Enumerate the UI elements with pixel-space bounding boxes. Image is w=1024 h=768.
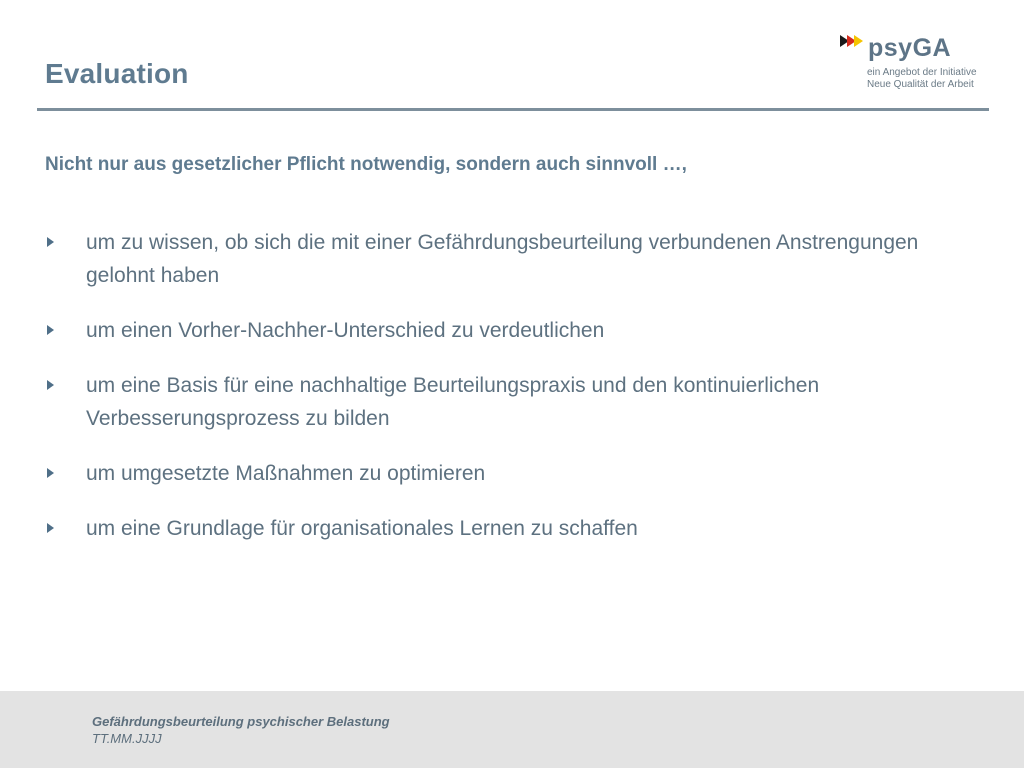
footer-title: Gefährdungsbeurteilung psychischer Belastung [92, 714, 390, 729]
footer-date: TT.MM.JJJJ [92, 731, 162, 746]
triangle-bullet-icon [47, 325, 54, 335]
bullet-item [45, 314, 945, 347]
bullet-text: um einen Vorher-Nachher-Unterschied zu verdeutlichen [86, 319, 605, 342]
bullet-text: um zu wissen, ob sich die mit einer Gefährdungsbeurteilung verbundenen Anstrengungen gelohnt haben [86, 231, 919, 287]
bullet-item [45, 226, 945, 292]
triangle-bullet-icon [47, 237, 54, 247]
bullet-text: um eine Basis für eine nachhaltige Beurteilungspraxis und den kontinuierlichen Verbesserungsprozess zu bilden [86, 374, 820, 430]
bullet-text: um eine Grundlage für organisationales Lernen zu schaffen [86, 517, 638, 540]
bullet-list [45, 226, 945, 567]
psyga-logo [840, 34, 1000, 94]
bullet-item [45, 512, 945, 545]
title-divider [37, 108, 989, 111]
logo-tagline-2: Neue Qualität der Arbeit [867, 79, 974, 90]
logo-wordmark: psyGA [868, 34, 952, 62]
subtitle: Nicht nur aus gesetzlicher Pflicht notwendig, sondern auch sinnvoll …, [45, 154, 687, 175]
bullet-text: um umgesetzte Maßnahmen zu optimieren [86, 462, 486, 485]
triangle-bullet-icon [47, 380, 54, 390]
slide-title: Evaluation [45, 58, 189, 89]
bullet-item [45, 369, 945, 435]
triangle-bullet-icon [47, 523, 54, 533]
footer [0, 691, 1024, 768]
bullet-item [45, 457, 945, 490]
triangle-bullet-icon [47, 468, 54, 478]
logo-tagline-1: ein Angebot der Initiative [867, 67, 977, 78]
arrows-icon [840, 34, 870, 56]
